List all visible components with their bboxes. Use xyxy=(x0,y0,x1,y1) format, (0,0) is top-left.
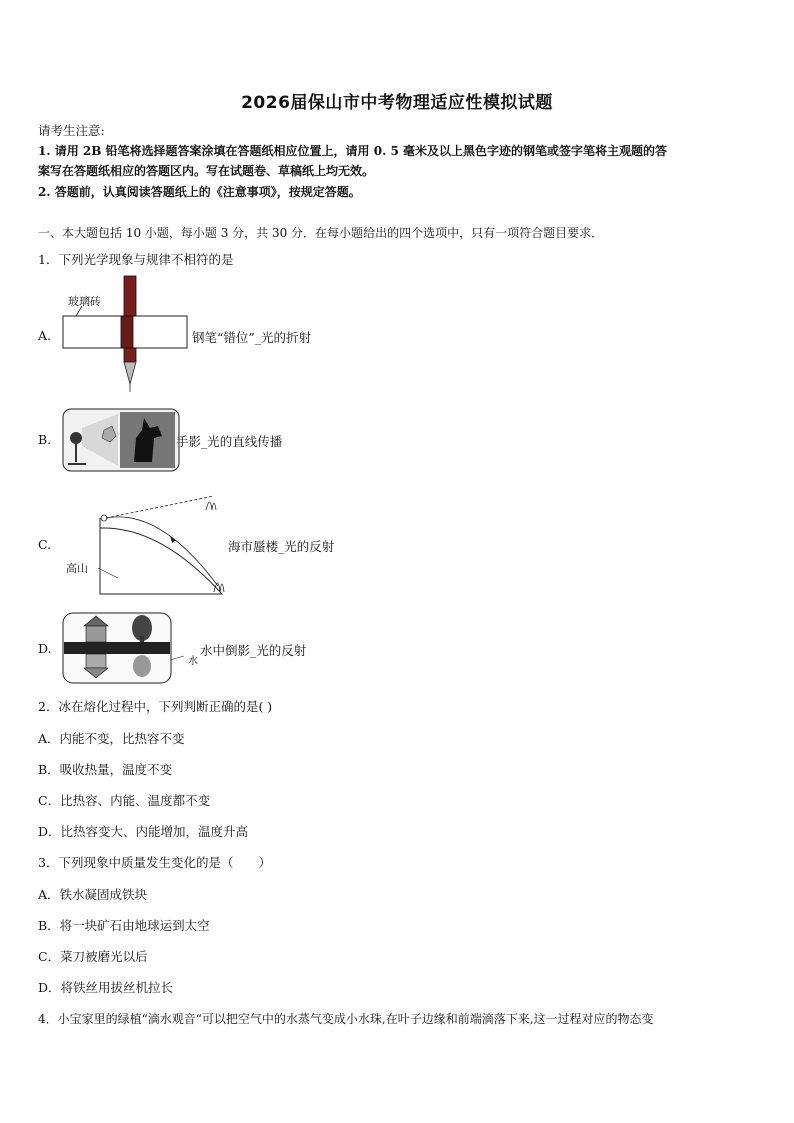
q2-option-b: B．吸收热量，温度不变 xyxy=(38,762,173,777)
question-1-stem: 1．下列光学现象与规律不相符的是 xyxy=(38,252,234,267)
q3-option-c: C．菜刀被磨光以后 xyxy=(38,949,148,964)
q1-option-d-letter: D. xyxy=(38,641,52,656)
question-2-stem: 2．冰在熔化过程中，下列判断正确的是( ) xyxy=(38,699,273,714)
water-reflection-figure xyxy=(62,612,198,686)
q1-option-b-letter: B. xyxy=(38,432,52,447)
q1-option-c-caption: 海市蜃楼_光的反射 xyxy=(228,539,335,554)
q1-option-b-caption: 手影_光的直线传播 xyxy=(176,434,283,449)
glass-brick-label: 玻璃砖 xyxy=(68,295,101,308)
q1-option-c-letter: C. xyxy=(38,537,52,552)
q1-option-d-caption: 水中倒影_光的反射 xyxy=(200,643,307,658)
mountain-label: 高山 xyxy=(66,562,88,575)
question-4-stem: 4．小宝家里的绿植“滴水观音“可以把空气中的水蒸气变成小水珠,在叶子边缘和前端滴落下来,这一过程对应的物态变 xyxy=(38,1012,654,1026)
q3-option-a: A．铁水凝固成铁块 xyxy=(38,887,148,902)
q3-option-b: B．将一块矿石由地球运到太空 xyxy=(38,918,210,933)
q3-option-d: D．将铁丝用拔丝机拉长 xyxy=(38,980,174,995)
notice-heading: 请考生注意: xyxy=(38,123,105,138)
notice-line-1b: 案写在答题纸相应的答题区内。写在试题卷、草稿纸上均无效。 xyxy=(38,164,375,178)
mirage-figure xyxy=(90,488,236,598)
q2-option-d: D．比热容变大、内能增加，温度升高 xyxy=(38,824,249,839)
section-1-heading: 一、本大题包括 10 小题，每小题 3 分，共 30 分．在每小题给出的四个选项中，只有一项符合题目要求． xyxy=(38,226,604,240)
q1-option-a-caption: 钢笔“错位”_光的折射 xyxy=(192,330,312,345)
hand-shadow-figure xyxy=(62,408,180,472)
water-label: 水 xyxy=(188,656,198,667)
question-3-stem: 3．下列现象中质量发生变化的是（ ） xyxy=(38,855,271,870)
glass-brick-pen-figure xyxy=(60,272,192,396)
notice-line-1a: 1. 请用 2B 铅笔将选择题答案涂填在答题纸相应位置上，请用 0. 5 毫米及以上黑色字迹的钢笔或签字笔将主观题的答 xyxy=(38,144,667,158)
notice-line-2: 2. 答题前，认真阅读答题纸上的《注意事项》，按规定答题。 xyxy=(38,185,361,199)
page-title: 2026届保山市中考物理适应性模拟试题 xyxy=(241,93,553,113)
q1-option-a-letter: A. xyxy=(38,328,52,343)
q2-option-a: A．内能不变，比热容不变 xyxy=(38,731,185,746)
q2-option-c: C．比热容、内能、温度都不变 xyxy=(38,793,211,808)
